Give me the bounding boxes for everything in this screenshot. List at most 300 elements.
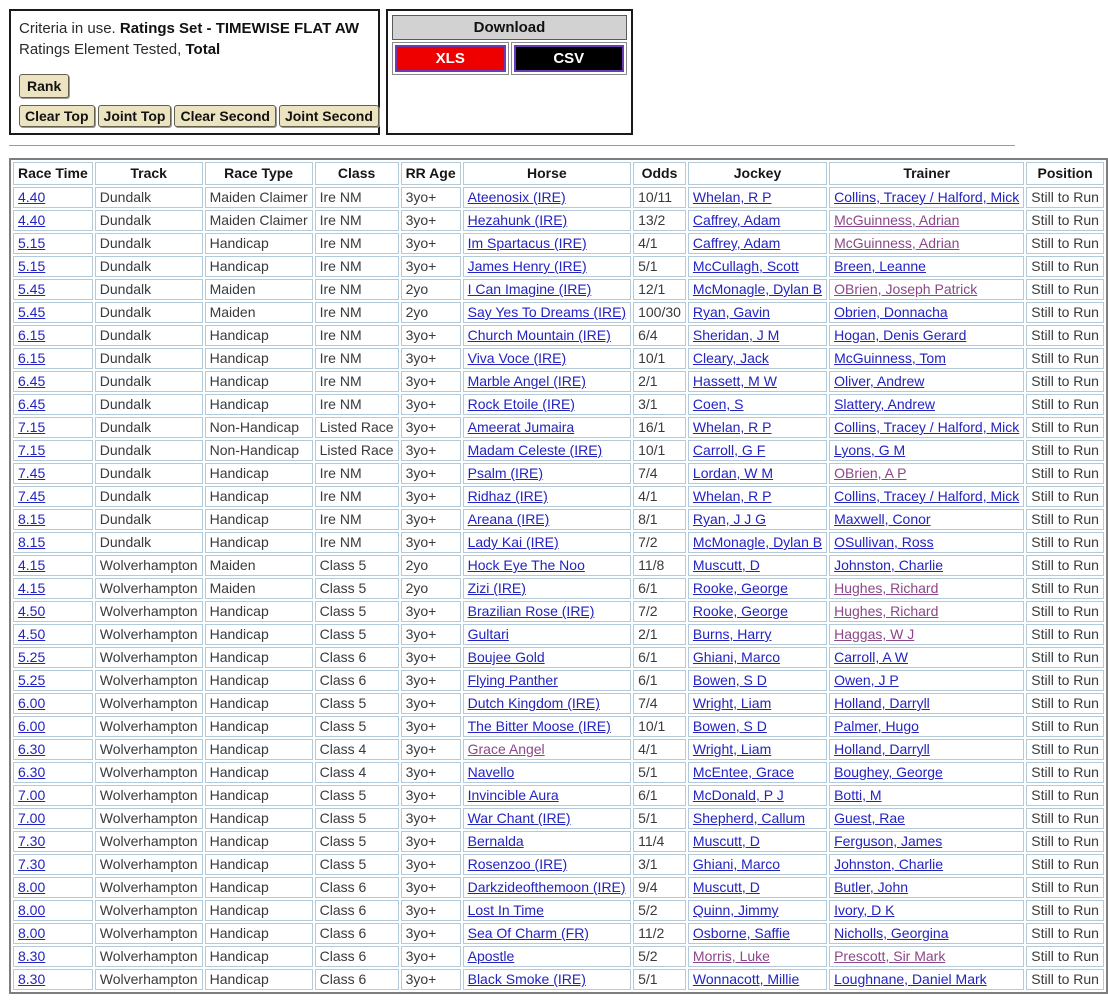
jockey-link[interactable]: Wright, Liam <box>692 695 772 711</box>
class-cell: Class 5 <box>315 555 399 576</box>
odds-cell: 8/1 <box>633 509 686 530</box>
race-time-link[interactable]: 7.30 <box>18 833 46 849</box>
jockey-link[interactable]: Quinn, Jimmy <box>692 902 779 918</box>
trainer-link[interactable]: Owen, J P <box>834 672 899 688</box>
race-time-link[interactable]: 7.00 <box>18 810 46 826</box>
race-time-link[interactable]: 8.00 <box>18 902 46 918</box>
class-cell: Class 5 <box>315 785 399 806</box>
rr-age-cell: 3yo+ <box>401 440 461 461</box>
horse-link[interactable]: Flying Panther <box>467 672 558 688</box>
odds-cell: 6/1 <box>633 785 686 806</box>
jockey-cell <box>688 877 827 898</box>
track-cell: Dundalk <box>95 417 203 438</box>
track-cell: Wolverhampton <box>95 900 203 921</box>
position-cell: Still to Run <box>1026 693 1104 714</box>
rr-age-cell: 2yo <box>401 302 461 323</box>
horse-link[interactable]: Hezahunk (IRE) <box>467 212 568 228</box>
horse-cell <box>463 946 631 967</box>
table-row <box>13 302 1104 323</box>
odds-cell: 7/2 <box>633 532 686 553</box>
odds-cell: 7/4 <box>633 463 686 484</box>
position-cell: Still to Run <box>1026 946 1104 967</box>
table-row <box>13 946 1104 967</box>
col-header-horse: Horse <box>463 162 631 185</box>
horse-cell <box>463 187 631 208</box>
jockey-link[interactable]: Bowen, S D <box>692 718 767 734</box>
trainer-link[interactable]: Loughnane, Daniel Mark <box>834 971 987 987</box>
jockey-link[interactable]: McCullagh, Scott <box>692 258 799 274</box>
horse-cell <box>463 486 631 507</box>
odds-cell: 10/1 <box>633 440 686 461</box>
horse-link[interactable]: James Henry (IRE) <box>467 258 587 274</box>
criteria-line-1-prefix: Criteria in use. <box>19 20 120 37</box>
horse-cell <box>463 831 631 852</box>
trainer-link[interactable]: McGuinness, Tom <box>834 350 946 366</box>
jockey-link[interactable]: Coen, S <box>692 396 744 412</box>
horse-link[interactable]: Invincible Aura <box>467 787 559 803</box>
clear-top-button[interactable]: Clear Top <box>19 105 95 127</box>
race-type-cell: Handicap <box>205 601 313 622</box>
jockey-link[interactable]: Caffrey, Adam <box>692 212 781 228</box>
race-time-link[interactable]: 8.30 <box>18 948 46 964</box>
trainer-cell <box>829 210 1024 231</box>
jockey-link[interactable]: Ryan, Gavin <box>692 304 770 320</box>
race-time-link[interactable]: 6.45 <box>18 373 46 389</box>
race-type-cell: Maiden Claimer <box>205 187 313 208</box>
class-cell: Ire NM <box>315 256 399 277</box>
download-xls-button[interactable]: XLS <box>395 45 506 72</box>
table-row <box>13 394 1104 415</box>
trainer-cell <box>829 808 1024 829</box>
jockey-link[interactable]: Sheridan, J M <box>692 327 780 343</box>
trainer-cell <box>829 348 1024 369</box>
track-cell: Dundalk <box>95 187 203 208</box>
track-cell: Wolverhampton <box>95 808 203 829</box>
table-row <box>13 693 1104 714</box>
race-time-cell <box>13 601 93 622</box>
race-time-link[interactable]: 5.15 <box>18 258 46 274</box>
class-cell: Ire NM <box>315 210 399 231</box>
odds-cell: 6/1 <box>633 647 686 668</box>
trainer-link[interactable]: Ivory, D K <box>834 902 895 918</box>
joint-second-button[interactable]: Joint Second <box>279 105 379 127</box>
jockey-link[interactable]: Caffrey, Adam <box>692 235 781 251</box>
rr-age-cell: 3yo+ <box>401 187 461 208</box>
race-time-link[interactable]: 8.00 <box>18 925 46 941</box>
trainer-cell <box>829 739 1024 760</box>
race-time-link[interactable]: 8.15 <box>18 511 46 527</box>
horse-link[interactable]: Brazilian Rose (IRE) <box>467 603 595 619</box>
horse-link[interactable]: Dutch Kingdom (IRE) <box>467 695 600 711</box>
race-time-link[interactable]: 5.15 <box>18 235 46 251</box>
horse-cell <box>463 670 631 691</box>
horse-link[interactable]: Boujee Gold <box>467 649 545 665</box>
trainer-link[interactable]: Johnston, Charlie <box>834 856 944 872</box>
odds-cell: 5/2 <box>633 900 686 921</box>
trainer-link[interactable]: Guest, Rae <box>834 810 905 826</box>
joint-top-button[interactable]: Joint Top <box>98 105 172 127</box>
horse-link[interactable]: Marble Angel (IRE) <box>467 373 586 389</box>
position-cell: Still to Run <box>1026 233 1104 254</box>
horse-cell <box>463 854 631 875</box>
trainer-cell <box>829 463 1024 484</box>
jockey-link[interactable]: Burns, Harry <box>692 626 772 642</box>
horse-link[interactable]: Lost In Time <box>467 902 544 918</box>
trainer-link[interactable]: Hughes, Richard <box>834 580 939 596</box>
horse-link[interactable]: Gultari <box>467 626 509 642</box>
race-time-link[interactable]: 6.45 <box>18 396 46 412</box>
odds-cell: 10/11 <box>633 187 686 208</box>
ratings-element-value: Total <box>185 41 221 58</box>
trainer-link[interactable]: McGuinness, Adrian <box>834 235 960 251</box>
trainer-link[interactable]: Ferguson, James <box>834 833 943 849</box>
horse-cell <box>463 716 631 737</box>
odds-cell: 5/1 <box>633 256 686 277</box>
class-cell: Ire NM <box>315 325 399 346</box>
jockey-link[interactable]: Rooke, George <box>692 580 788 596</box>
odds-cell: 11/8 <box>633 555 686 576</box>
race-type-cell: Handicap <box>205 325 313 346</box>
race-time-cell <box>13 693 93 714</box>
race-time-link[interactable]: 7.45 <box>18 465 46 481</box>
position-cell: Still to Run <box>1026 394 1104 415</box>
position-cell: Still to Run <box>1026 785 1104 806</box>
horse-link[interactable]: Bernalda <box>467 833 524 849</box>
col-header-race-type: Race Type <box>205 162 313 185</box>
horse-link[interactable]: Rosenzoo (IRE) <box>467 856 568 872</box>
position-cell: Still to Run <box>1026 256 1104 277</box>
horse-link[interactable]: Navello <box>467 764 515 780</box>
jockey-link[interactable]: Whelan, R P <box>692 419 772 435</box>
horse-link[interactable]: Ateenosix (IRE) <box>467 189 566 205</box>
track-cell: Dundalk <box>95 233 203 254</box>
race-time-cell <box>13 716 93 737</box>
jockey-cell <box>688 762 827 783</box>
race-time-link[interactable]: 8.15 <box>18 534 46 550</box>
race-time-link[interactable]: 7.15 <box>18 442 46 458</box>
trainer-link[interactable]: Carroll, A W <box>834 649 908 665</box>
race-time-cell <box>13 923 93 944</box>
jockey-link[interactable]: Rooke, George <box>692 603 788 619</box>
horse-link[interactable]: Rock Etoile (IRE) <box>467 396 575 412</box>
race-time-cell <box>13 555 93 576</box>
race-type-cell: Maiden <box>205 279 313 300</box>
download-panel <box>386 9 633 135</box>
table-row <box>13 555 1104 576</box>
trainer-cell <box>829 670 1024 691</box>
race-type-cell: Handicap <box>205 486 313 507</box>
race-time-link[interactable]: 7.45 <box>18 488 46 504</box>
trainer-link[interactable]: Boughey, George <box>834 764 943 780</box>
horse-link[interactable]: Madam Celeste (IRE) <box>467 442 603 458</box>
odds-cell: 2/1 <box>633 624 686 645</box>
jockey-link[interactable]: Ryan, J J G <box>692 511 767 527</box>
horse-link[interactable]: Sea Of Charm (FR) <box>467 925 589 941</box>
jockey-link[interactable]: Carroll, G F <box>692 442 766 458</box>
jockey-cell <box>688 371 827 392</box>
race-time-link[interactable]: 6.15 <box>18 327 46 343</box>
race-time-link[interactable]: 8.30 <box>18 971 46 987</box>
jockey-link[interactable]: Shepherd, Callum <box>692 810 805 826</box>
trainer-link[interactable]: Palmer, Hugo <box>834 718 919 734</box>
race-time-link[interactable]: 7.00 <box>18 787 46 803</box>
race-time-link[interactable]: 4.15 <box>18 580 46 596</box>
race-time-link[interactable]: 4.50 <box>18 626 46 642</box>
race-time-cell <box>13 762 93 783</box>
table-row <box>13 969 1104 990</box>
jockey-link[interactable]: Ghiani, Marco <box>692 856 781 872</box>
race-type-cell: Non-Handicap <box>205 417 313 438</box>
trainer-link[interactable]: Holland, Darryll <box>834 741 930 757</box>
race-time-link[interactable]: 6.15 <box>18 350 46 366</box>
position-cell: Still to Run <box>1026 808 1104 829</box>
horse-cell <box>463 371 631 392</box>
race-time-link[interactable]: 5.25 <box>18 672 46 688</box>
trainer-link[interactable]: Obrien, Donnacha <box>834 304 948 320</box>
race-time-cell <box>13 739 93 760</box>
race-time-link[interactable]: 4.50 <box>18 603 46 619</box>
race-time-link[interactable]: 5.45 <box>18 281 46 297</box>
horse-link[interactable]: Areana (IRE) <box>467 511 550 527</box>
trainer-cell <box>829 371 1024 392</box>
trainer-cell <box>829 440 1024 461</box>
trainer-link[interactable]: Slattery, Andrew <box>834 396 935 412</box>
race-type-cell: Handicap <box>205 762 313 783</box>
table-row <box>13 854 1104 875</box>
trainer-link[interactable]: Butler, John <box>834 879 909 895</box>
race-type-cell: Handicap <box>205 739 313 760</box>
horse-link[interactable]: Grace Angel <box>467 741 545 757</box>
odds-cell: 5/1 <box>633 969 686 990</box>
rr-age-cell: 3yo+ <box>401 532 461 553</box>
download-table <box>390 13 629 77</box>
position-cell: Still to Run <box>1026 210 1104 231</box>
trainer-cell <box>829 693 1024 714</box>
race-time-cell <box>13 440 93 461</box>
trainer-link[interactable]: Prescott, Sir Mark <box>834 948 946 964</box>
trainer-link[interactable]: Haggas, W J <box>834 626 915 642</box>
trainer-link[interactable]: Lyons, G M <box>834 442 906 458</box>
horse-link[interactable]: Ridhaz (IRE) <box>467 488 548 504</box>
jockey-link[interactable]: Cleary, Jack <box>692 350 769 366</box>
trainer-cell <box>829 831 1024 852</box>
horse-cell <box>463 647 631 668</box>
horse-link[interactable]: Darkzideofthemoon (IRE) <box>467 879 626 895</box>
horse-link[interactable]: The Bitter Moose (IRE) <box>467 718 611 734</box>
download-csv-button[interactable]: CSV <box>514 45 625 72</box>
class-cell: Ire NM <box>315 348 399 369</box>
race-time-cell <box>13 670 93 691</box>
race-type-cell: Handicap <box>205 647 313 668</box>
race-type-cell: Handicap <box>205 946 313 967</box>
race-type-cell: Handicap <box>205 877 313 898</box>
class-cell: Class 6 <box>315 900 399 921</box>
trainer-link[interactable]: Breen, Leanne <box>834 258 926 274</box>
class-cell: Class 5 <box>315 854 399 875</box>
race-type-cell: Handicap <box>205 624 313 645</box>
trainer-cell <box>829 302 1024 323</box>
horse-link[interactable]: War Chant (IRE) <box>467 810 571 826</box>
jockey-link[interactable]: Hassett, M W <box>692 373 777 389</box>
trainer-link[interactable]: Hughes, Richard <box>834 603 939 619</box>
jockey-link[interactable]: McEntee, Grace <box>692 764 795 780</box>
trainer-link[interactable]: OSullivan, Ross <box>834 534 934 550</box>
horse-link[interactable]: Hock Eye The Noo <box>467 557 585 573</box>
clear-second-button[interactable]: Clear Second <box>174 105 275 127</box>
horse-link[interactable]: Zizi (IRE) <box>467 580 526 596</box>
class-cell: Ire NM <box>315 509 399 530</box>
horse-link[interactable]: Apostle <box>467 948 515 964</box>
table-row <box>13 486 1104 507</box>
trainer-link[interactable]: OBrien, Joseph Patrick <box>834 281 978 297</box>
download-title: Download <box>392 15 627 40</box>
trainer-cell <box>829 601 1024 622</box>
trainer-cell <box>829 578 1024 599</box>
jockey-cell <box>688 854 827 875</box>
race-time-cell <box>13 302 93 323</box>
jockey-link[interactable]: Whelan, R P <box>692 189 772 205</box>
track-cell: Wolverhampton <box>95 877 203 898</box>
trainer-link[interactable]: Hogan, Denis Gerard <box>834 327 967 343</box>
race-time-link[interactable]: 4.40 <box>18 189 46 205</box>
odds-cell: 100/30 <box>633 302 686 323</box>
race-table-header <box>13 162 1104 185</box>
race-time-link[interactable]: 5.25 <box>18 649 46 665</box>
horse-cell <box>463 256 631 277</box>
race-time-cell <box>13 785 93 806</box>
trainer-link[interactable]: Collins, Tracey / Halford, Mick <box>834 189 1020 205</box>
trainer-link[interactable]: OBrien, A P <box>834 465 907 481</box>
rr-age-cell: 3yo+ <box>401 716 461 737</box>
table-row <box>13 739 1104 760</box>
race-type-cell: Handicap <box>205 371 313 392</box>
race-type-cell: Handicap <box>205 900 313 921</box>
race-time-link[interactable]: 7.15 <box>18 419 46 435</box>
rr-age-cell: 3yo+ <box>401 624 461 645</box>
position-cell: Still to Run <box>1026 739 1104 760</box>
trainer-link[interactable]: Johnston, Charlie <box>834 557 944 573</box>
race-time-link[interactable]: 5.45 <box>18 304 46 320</box>
race-time-link[interactable]: 6.30 <box>18 741 46 757</box>
race-time-link[interactable]: 6.00 <box>18 718 46 734</box>
jockey-link[interactable]: Ghiani, Marco <box>692 649 781 665</box>
jockey-link[interactable]: Morris, Luke <box>692 948 770 964</box>
race-type-cell: Handicap <box>205 693 313 714</box>
jockey-link[interactable]: Whelan, R P <box>692 488 772 504</box>
trainer-link[interactable]: Collins, Tracey / Halford, Mick <box>834 488 1020 504</box>
jockey-cell <box>688 509 827 530</box>
race-time-link[interactable]: 6.30 <box>18 764 46 780</box>
position-cell: Still to Run <box>1026 601 1104 622</box>
jockey-link[interactable]: Muscutt, D <box>692 557 760 573</box>
jockey-link[interactable]: Lordan, W M <box>692 465 774 481</box>
criteria-line-2-prefix: Ratings Element Tested, <box>19 41 186 58</box>
trainer-cell <box>829 877 1024 898</box>
trainer-link[interactable]: McGuinness, Adrian <box>834 212 960 228</box>
jockey-link[interactable]: McMonagle, Dylan B <box>692 534 823 550</box>
odds-cell: 4/1 <box>633 233 686 254</box>
race-time-cell <box>13 854 93 875</box>
jockey-link[interactable]: Muscutt, D <box>692 879 760 895</box>
horse-link[interactable]: Im Spartacus (IRE) <box>467 235 587 251</box>
class-cell: Ire NM <box>315 394 399 415</box>
rr-age-cell: 3yo+ <box>401 256 461 277</box>
race-time-link[interactable]: 4.40 <box>18 212 46 228</box>
track-cell: Wolverhampton <box>95 969 203 990</box>
horse-link[interactable]: Lady Kai (IRE) <box>467 534 559 550</box>
jockey-link[interactable]: Bowen, S D <box>692 672 767 688</box>
class-cell: Class 5 <box>315 693 399 714</box>
rr-age-cell: 2yo <box>401 578 461 599</box>
race-time-cell <box>13 900 93 921</box>
jockey-link[interactable]: Osborne, Saffie <box>692 925 790 941</box>
race-time-link[interactable]: 6.00 <box>18 695 46 711</box>
jockey-cell <box>688 302 827 323</box>
track-cell: Wolverhampton <box>95 716 203 737</box>
col-header-race-time: Race Time <box>13 162 93 185</box>
horse-link[interactable]: Ameerat Jumaira <box>467 419 575 435</box>
position-cell: Still to Run <box>1026 969 1104 990</box>
race-time-link[interactable]: 7.30 <box>18 856 46 872</box>
class-cell: Class 4 <box>315 762 399 783</box>
jockey-cell <box>688 233 827 254</box>
jockey-link[interactable]: McDonald, P J <box>692 787 784 803</box>
jockey-link[interactable]: McMonagle, Dylan B <box>692 281 823 297</box>
horse-link[interactable]: Say Yes To Dreams (IRE) <box>467 304 627 320</box>
trainer-link[interactable]: Holland, Darryll <box>834 695 930 711</box>
race-type-cell: Handicap <box>205 670 313 691</box>
trainer-link[interactable]: Maxwell, Conor <box>834 511 931 527</box>
trainer-link[interactable]: Nicholls, Georgina <box>834 925 949 941</box>
table-row <box>13 279 1104 300</box>
rr-age-cell: 3yo+ <box>401 739 461 760</box>
horse-link[interactable]: Psalm (IRE) <box>467 465 544 481</box>
rr-age-cell: 3yo+ <box>401 394 461 415</box>
class-cell: Class 6 <box>315 670 399 691</box>
rr-age-cell: 3yo+ <box>401 969 461 990</box>
horse-link[interactable]: Church Mountain (IRE) <box>467 327 611 343</box>
trainer-link[interactable]: Collins, Tracey / Halford, Mick <box>834 419 1020 435</box>
jockey-cell <box>688 486 827 507</box>
class-cell: Class 6 <box>315 923 399 944</box>
trainer-link[interactable]: Botti, M <box>834 787 882 803</box>
position-cell: Still to Run <box>1026 647 1104 668</box>
horse-cell <box>463 578 631 599</box>
track-cell: Dundalk <box>95 210 203 231</box>
trainer-cell <box>829 325 1024 346</box>
race-time-link[interactable]: 4.15 <box>18 557 46 573</box>
horse-link[interactable]: Black Smoke (IRE) <box>467 971 586 987</box>
horse-cell <box>463 900 631 921</box>
action-buttons-row <box>19 105 373 127</box>
rank-button[interactable]: Rank <box>19 74 69 98</box>
jockey-link[interactable]: Wonnacott, Millie <box>692 971 800 987</box>
position-cell: Still to Run <box>1026 923 1104 944</box>
horse-link[interactable]: I Can Imagine (IRE) <box>467 281 592 297</box>
track-cell: Dundalk <box>95 509 203 530</box>
odds-cell: 10/1 <box>633 348 686 369</box>
jockey-link[interactable]: Wright, Liam <box>692 741 772 757</box>
ratings-set-value: Ratings Set - TIMEWISE FLAT AW <box>119 20 360 37</box>
trainer-link[interactable]: Oliver, Andrew <box>834 373 925 389</box>
track-cell: Wolverhampton <box>95 946 203 967</box>
race-time-cell <box>13 831 93 852</box>
col-header-class: Class <box>315 162 399 185</box>
race-time-link[interactable]: 8.00 <box>18 879 46 895</box>
jockey-link[interactable]: Muscutt, D <box>692 833 760 849</box>
horse-link[interactable]: Viva Voce (IRE) <box>467 350 567 366</box>
trainer-cell <box>829 624 1024 645</box>
